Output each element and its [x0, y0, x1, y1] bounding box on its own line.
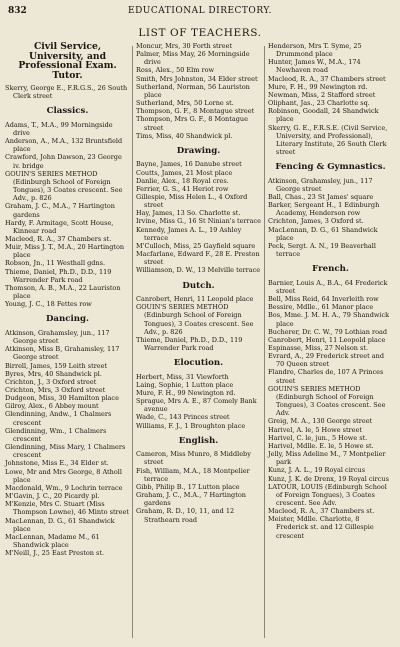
running-title: EDUCATIONAL DIRECTORY.	[128, 6, 272, 16]
teacher-entry: Williams, F. J., 1 Broughton place	[136, 421, 246, 430]
teacher-entry: Wade, C., 143 Princes street	[136, 413, 230, 422]
teacher-entry: Kunz, J. A. L., 19 Royal circus	[268, 466, 366, 475]
teacher-entry: M'Gavin, J. C., 20 Picardy pl.	[5, 492, 100, 501]
teacher-entry: Cameron, Miss Munro, 8 Middleby street	[136, 450, 251, 467]
teacher-entry: Thieme, Daniel, Ph.D., D.D., 119 Warrender Park road	[136, 335, 243, 352]
teacher-entry: Sutherland, Norman, 56 Lauriston place	[136, 82, 250, 99]
teacher-entry: Bayne, James, 16 Danube street	[136, 160, 242, 169]
section-heading: Classics.	[46, 106, 89, 117]
teacher-entry: Sprague, Mrs A. E., 87 Comely Bank avenue	[136, 397, 257, 414]
teacher-entry: Bessire, Mdlle., 61 Manor place	[268, 303, 374, 312]
section-heading: Dancing.	[45, 314, 89, 325]
teacher-entry: Bucherer, Dr. C. W., 79 Lothian road	[268, 327, 388, 336]
teacher-entry: Atkinson, Miss B, Grahamsley, 117 George street	[5, 345, 120, 362]
teacher-entry: Macfarlane, Edward F., 28 E. Preston street	[136, 250, 260, 267]
teacher-entry: Meister, Mdlle. Charlotte, 8 Frederick st. and 12 Gillespie crescent	[268, 515, 374, 540]
teacher-entry: Crichton, Mrs, 3 Oxford street	[5, 386, 106, 394]
teacher-entry: Ferrier, G. S., 41 Heriot row	[136, 184, 229, 193]
section-heading: Fencing & Gymnastics.	[275, 162, 386, 173]
teacher-entry: Harivel, Mdlle. E. le, 5 Howe st.	[268, 441, 374, 450]
teacher-entry: Canrobert, Henri, 11 Leopold place	[136, 295, 254, 304]
teacher-entry: M'Kenzie, Mrs C. Stuart (Miss Thompson Lowne), 46 Minto street	[5, 500, 129, 517]
teacher-entry: Graham, J. C., M.A., 7 Hartington gardens	[136, 491, 246, 508]
teacher-entry: Harivel, A. le, 5 Howe street	[268, 425, 362, 434]
list-title: LIST OF TEACHERS.	[138, 27, 262, 39]
teacher-entry: Muir, Miss J. T., M.A., 20 Hartington place	[5, 243, 125, 260]
column-divider	[264, 46, 265, 638]
teacher-entry: Skerry, George E., F.R.G.S., 26 South Clerk street	[5, 84, 128, 101]
teacher-entry: Harivel, C. le, jun., 5 Howe st.	[268, 433, 368, 442]
teacher-entry: Macleod, R. A., 37 Chambers street	[268, 74, 386, 83]
teacher-entry: Byres, Mrs, 40 Shandwick pl.	[5, 369, 102, 378]
teacher-entry: Evrard, A., 29 Frederick street and 70 Queen street	[268, 352, 384, 369]
teacher-entry: Ball, Chas., 23 St James' square	[268, 193, 374, 201]
teacher-entry: Thomson, A. B., M.A., 22 Lauriston place	[5, 283, 121, 301]
section-heading: Dutch.	[182, 280, 215, 291]
teacher-entry: Fish, William, M.A., 18 Montpelier terrace	[136, 466, 250, 483]
teacher-entry: Gibb, Philip B., 17 Lutton place	[136, 482, 240, 491]
teacher-entry: Oliphant, Jas., 23 Charlotte sq.	[268, 99, 370, 108]
teacher-entry: M'Neill, J., 25 East Preston st.	[5, 549, 105, 558]
teacher-entry: Glendinning, Andw., 1 Chalmers crescent	[5, 410, 112, 427]
teacher-entry: Bos, Mme. J. M. H. A., 79 Shandwick place	[268, 311, 390, 328]
teacher-entry: Peck, Sergt. A. N., 19 Beaverhall terrace	[268, 241, 376, 259]
teacher-entry: Moncur, Mrs, 30 Forth street	[136, 42, 233, 50]
teacher-entry: Gilroy, Alex., 6 Abbey mount	[5, 402, 99, 411]
teacher-entry: Anderson, A., M.A., 132 Bruntsfield place	[5, 137, 123, 154]
teacher-entry: Atkinson, Grahamsley, jun., 117 George street	[5, 328, 110, 346]
teacher-entry: Williamson, D. W., 13 Melville terrace	[136, 266, 261, 275]
teacher-entry: Mure, F. H., 99 Newington rd.	[136, 388, 236, 397]
teacher-entry: Sutherland, Mrs, 50 Lorne st.	[136, 99, 234, 108]
teacher-entry: Kunz, J. K. de Drenx, 19 Royal circus	[268, 474, 389, 483]
section-heading: Civil Service, University, and Professional Exam. Tutor.	[18, 41, 117, 81]
teacher-entry: Greig, M. A., 130 George street	[268, 417, 373, 426]
teacher-entry: Tims, Miss, 40 Shandwick pl.	[136, 131, 233, 140]
teacher-entry: Henderson, Mrs T. Syme, 25 Drummond place	[268, 42, 362, 59]
teacher-entry: Irvine, Miss G., 16 St Ninian's terrace	[136, 217, 262, 226]
teacher-entry: Hay, James, 13 So. Charlotte st.	[136, 209, 241, 218]
teacher-entry: Danlie, Alex., 18 Royal cres.	[136, 176, 229, 185]
teacher-entry: Laing, Sophie, 1 Lutton place	[136, 380, 234, 389]
teacher-entry: Robinson, Goodall, 24 Shandwick place	[268, 107, 379, 124]
teacher-entry: Birrell, James, 159 Leith street	[5, 361, 108, 370]
teacher-entry: Bell, Miss Reid, 64 Inverleith row	[268, 295, 379, 304]
teacher-entry: Dudgeon, Miss, 30 Hamilton place	[5, 394, 119, 403]
teacher-entry: GOUIN'S SERIES METHOD (Edinburgh School of Foreign Tongues), 3 Coates crescent. See Adv., p. 826	[5, 169, 123, 203]
teacher-entry: Adams, T., M.A., 99 Morningside drive	[5, 120, 113, 137]
column-2	[136, 42, 261, 524]
teacher-entry: Crichton, J., 3 Oxford street	[5, 377, 97, 386]
teacher-entry: Lowe, Mr and Mrs George, 8 Atholl place	[5, 467, 122, 484]
teacher-entry: Johnstone, Miss E., 34 Elder st.	[5, 459, 109, 468]
teacher-entry: Graham, R. D., 10, 11, and 12 Strathearn road	[136, 507, 235, 524]
teacher-entry: Gillespie, Miss Helen L., 4 Oxford street	[136, 193, 248, 210]
column-3	[268, 42, 393, 540]
teacher-entry: Coutts, James, 21 Most place	[136, 168, 233, 177]
teacher-entry: Herbert, Miss, 31 Viewforth	[136, 372, 229, 381]
teacher-entry: Kennedy, James A. L., 19 Ashley terrace	[136, 225, 242, 242]
teacher-entry: Mure, F. H., 99 Newington rd.	[268, 82, 368, 91]
teacher-entry: Crichton, James, 3 Oxford st.	[268, 217, 364, 226]
teacher-entry: Macdonald, Wm., 9 Lochrin terrace	[5, 483, 123, 492]
section-heading: French.	[312, 264, 349, 275]
teacher-entry: GOUIN'S SERIES METHOD (Edinburgh School of Foreign Tongues), 3 Coates crescent. See Adv., p. 826	[136, 303, 254, 336]
teacher-entry: Crawford, John Dawson, 23 George iv. bridge	[5, 153, 122, 170]
teacher-entry: Skerry, G. E., F.R.S.E. (Civil Service, University, and Professional), Literary Institute, 26 South Clerk street	[268, 123, 388, 157]
teacher-entry: Hunter, James W., M.A., 174 Newhaven road	[268, 58, 361, 75]
teacher-entry: Ross, Alex., 50 Elm row	[136, 66, 215, 75]
teacher-entry: Jelly, Miss Adeline M., 7 Montpelier park	[268, 450, 386, 467]
teacher-entry: Robson, Jn., 11 Westhall gdns.	[5, 259, 106, 268]
page-header	[8, 6, 392, 20]
teacher-entry: GOUIN'S SERIES METHOD (Edinburgh School of Foreign Tongues), 3 Coates crescent. See Adv.	[268, 384, 386, 418]
teacher-entry: Thompson, Mrs G. F., 8 Montague street	[136, 115, 248, 132]
teacher-entry: Flandre, Charles de, 107 A Princes street	[268, 368, 384, 385]
teacher-entry: Macleod, R. A., 37 Chambers st.	[268, 507, 375, 516]
teacher-entry: Glendinning, Wm., 1 Chalmers crescent	[5, 426, 107, 443]
teacher-entry: Smith, Mrs Johnston, 34 Elder street	[136, 74, 258, 83]
teacher-entry: Barnier, Louis A., B.A., 64 Frederick street	[268, 278, 388, 295]
page-number: 832	[8, 6, 27, 16]
teacher-entry: Thompson, G. F., 8 Montague street	[136, 107, 255, 116]
teacher-entry: Espinasse, Miss, 27 Nelson st.	[268, 344, 369, 352]
teacher-entry: Glendinning, Miss Mary, 1 Chalmers crescent	[5, 443, 126, 460]
teacher-entry: Hardy, F. Armitage, Scott House, Kinnear road	[5, 218, 114, 235]
teacher-entry: Atkinson, Grahamsley, jun., 117 George street	[268, 176, 373, 193]
section-heading: English.	[178, 435, 219, 446]
teacher-entry: Newman, Miss, 2 Stafford street	[268, 90, 376, 99]
teacher-entry: Thieme, Daniel, Ph.D., D.D., 119 Warrender Park road	[5, 267, 112, 284]
teacher-entry: Macleod, R. A., 37 Chambers st.	[5, 235, 112, 243]
teacher-entry: Young, J. C., 18 Fettes row	[5, 300, 92, 309]
teacher-entry: MacLennan, Madame M., 61 Shandwick place	[5, 532, 100, 549]
teacher-entry: Palmer, Miss May, 26 Morningside drive	[136, 50, 250, 67]
teacher-entry: Barker, Sergeant H., 1 Edinburgh Academy, Henderson row	[268, 201, 380, 218]
teacher-entry: LATOUR, LOUIS (Edinburgh School of Foreign Tongues), 3 Coates crescent. See Adv.	[268, 482, 387, 507]
section-heading: Elocution.	[173, 358, 224, 369]
teacher-entry: MacLennan, D. G., 61 Shandwick place	[5, 516, 115, 533]
teacher-entry: MacLennan, D. G., 61 Shandwick place	[268, 225, 378, 242]
teacher-entry: M'Culloch, Miss, 25 Gayfield square	[136, 241, 256, 250]
column-1	[5, 42, 130, 557]
column-divider	[132, 46, 133, 638]
teacher-entry: Canrobert, Henri, 11 Leopold place	[268, 335, 386, 344]
section-heading: Drawing.	[176, 145, 221, 156]
teacher-entry: Graham, J. C., M.A., 7 Hartington gardens	[5, 202, 115, 219]
